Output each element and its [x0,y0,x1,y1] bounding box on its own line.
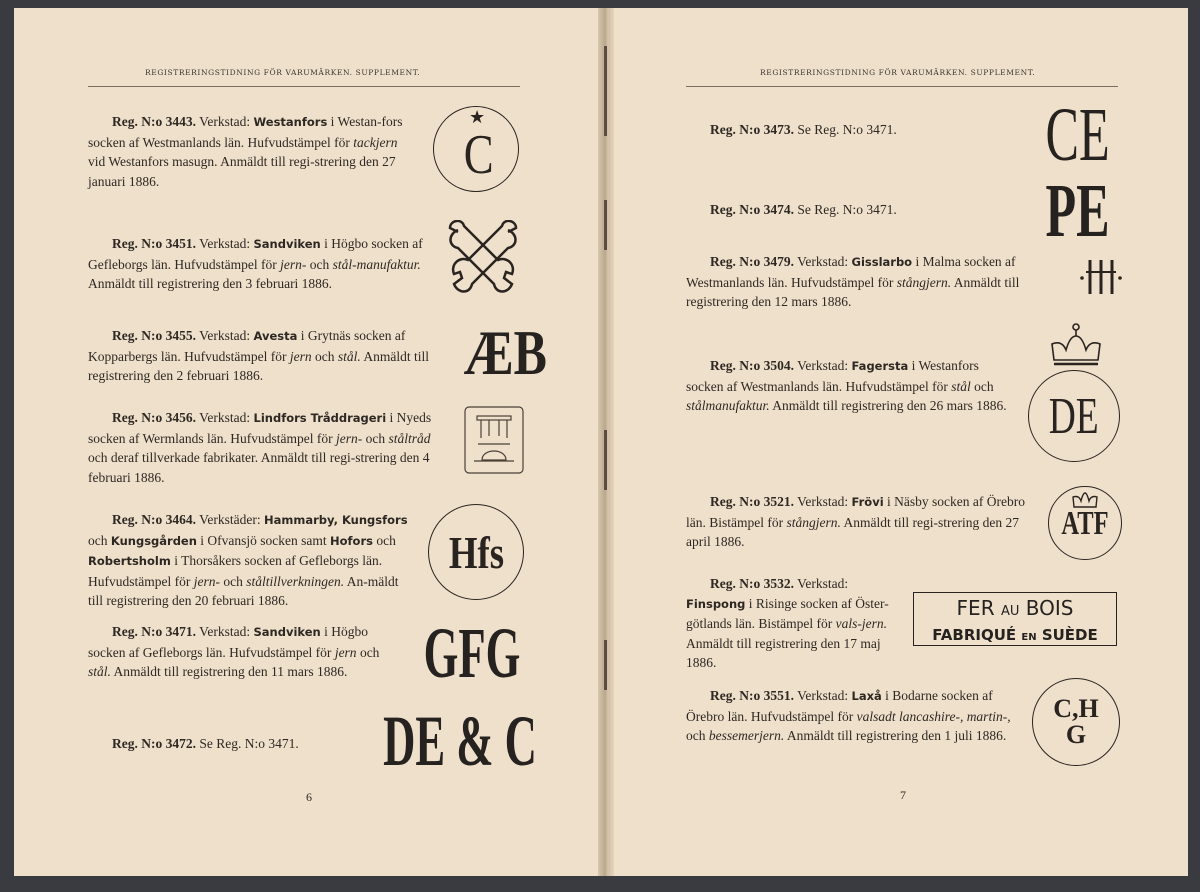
entry-3521: Reg. N:o 3521. Verkstad: Frövi i Näsby socken af Örebro län. Bistämpel för stångjern. Anmäldt till regi-strering den 27 april 1886. [686,494,1025,549]
binding-thread [604,430,607,490]
binding-thread [604,46,607,136]
entry-3464: Reg. N:o 3464. Verkstäder: Hammarby, Kungsfors och Kungsgården i Ofvansjö socken samt Hofors och Robertsholm i Thorsåkers socken af Gefleborgs län. Hufvudstämpel för jern- och ståltillverkningen. An-mäldt till registrering den 20 februari 1886. [88,512,408,608]
running-header: REGISTRERINGSTIDNING FÖR VARUMÄRKEN. SUPPLEMENT. [760,68,1036,77]
entry-3474: Reg. N:o 3474. Se Reg. N:o 3471. [710,202,897,217]
bell-tower-mark-icon [464,406,524,474]
trademark-ae-b: ÆB [463,317,547,388]
entry-3451: Reg. N:o 3451. Verkstad: Sandviken i Högbo socken af Gefleborgs län. Hufvudstämpel för jern- och stål-manufaktur. Anmäldt till registrering den 3 februari 1886. [88,236,423,291]
entry-3443: Reg. N:o 3443. Verkstad: Westanfors i Westan-fors socken af Westmanlands län. Hufvudstämpel för tackjern vid Westanfors masugn. Anmäldt till regi-strering den 27 januari 1886. [88,114,403,189]
entry-3479: Reg. N:o 3479. Verkstad: Gisslarbo i Malma socken af Westmanlands län. Hufvudstämpel för stångjern. Anmäldt till registrering den 12 mars 1886. [686,254,1020,309]
page-number: 7 [900,788,906,802]
triple-bar-mark-icon [1080,256,1122,298]
trademark-ce: CE [1045,93,1111,177]
star-icon: ★ [469,107,486,128]
page-number: 6 [306,790,312,804]
entry-3532: Reg. N:o 3532. Verkstad: Finspong i Risinge socken af Öster-götlands län. Bistämpel för vals-jern. Anmäldt till registrering den 17 maj 1886. [686,576,889,670]
trademark-de-and-c: DE & C [383,701,537,781]
entry-3551: Reg. N:o 3551. Verkstad: Laxå i Bodarne socken af Örebro län. Hufvudstämpel för valsadt lancashire-, martin-, och bessemerjern. Anmäldt till registrering den 1 juli 1886. [686,688,1011,743]
entry-3456: Reg. N:o 3456. Verkstad: Lindfors Tråddrageri i Nyeds socken af Wermlands län. Hufvudstämpel för jern- och ståltråd och deraf tillverkade fabrikater. Anmäldt till regi-strering den 4 februari 1886. [88,410,432,485]
binding-thread [604,200,607,250]
trademark-fer-au-bois: FER AU BOIS FABRIQUÉ EN SUÈDE [913,592,1117,646]
entry-3473: Reg. N:o 3473. Se Reg. N:o 3471. [710,122,897,137]
trademark-chg: C,H G [1032,678,1120,766]
crown-icon [1048,322,1104,368]
trademark-gfg: GFG [423,613,521,693]
trademark-atf: ATF [1048,486,1122,560]
trademark-hfs: Hfs [428,504,524,600]
entry-3471: Reg. N:o 3471. Verkstad: Sandviken i Högbo socken af Gefleborgs län. Hufvudstämpel för jern och stål. Anmäldt till registrering den 11 mars 1886. [88,624,380,679]
header-rule [686,86,1118,87]
trademark-de-crown: DE [1028,370,1120,462]
trademark-c-star: ★ C [433,106,519,192]
crossed-wrenches-icon [444,220,522,298]
entry-3472: Reg. N:o 3472. Se Reg. N:o 3471. [112,736,299,751]
binding-thread [604,640,607,690]
entry-3504: Reg. N:o 3504. Verkstad: Fagersta i Westanfors socken af Westmanlands län. Hufvudstämpel för stål och stålmanufaktur. Anmäldt till registrering den 26 mars 1886. [686,358,1007,413]
running-header: REGISTRERINGSTIDNING FÖR VARUMÄRKEN. SUPPLEMENT. [145,68,421,77]
header-rule [88,86,520,87]
trademark-pe: PE [1045,169,1111,253]
entry-3455: Reg. N:o 3455. Verkstad: Avesta i Grytnäs socken af Kopparbergs län. Hufvudstämpel för jern och stål. Anmäldt till registrering den 2 februari 1886. [88,328,429,383]
